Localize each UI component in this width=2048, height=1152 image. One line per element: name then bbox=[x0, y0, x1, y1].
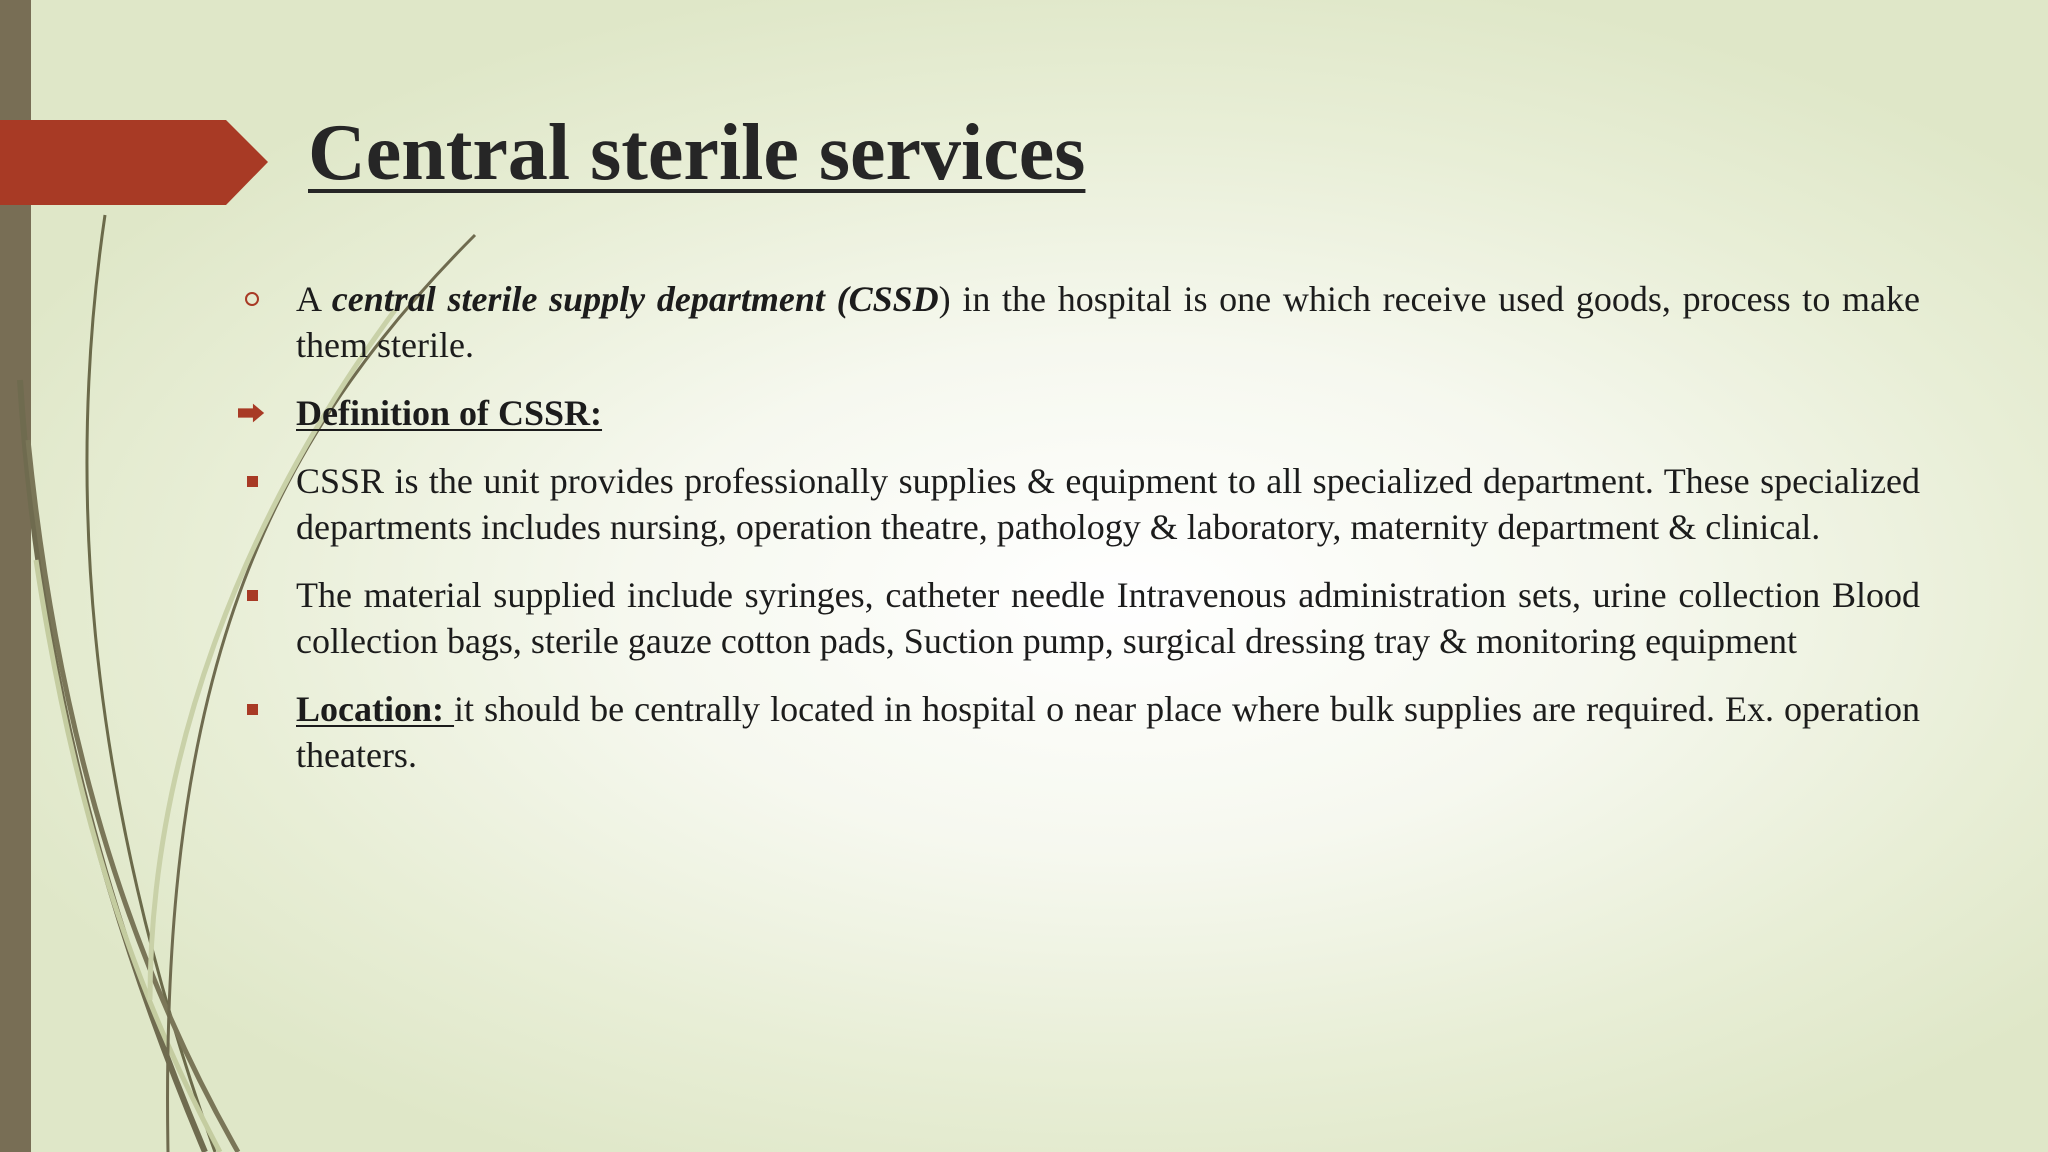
item-prefix: A bbox=[296, 279, 332, 319]
bullet-item-cssd bbox=[232, 276, 1920, 368]
item-text: The material supplied include syringes, catheter needle Intravenous administration sets, urine collection Blood collection bags, sterile gauze cotton pads, Suction pump, surgical dressing tray & monitoring equipment bbox=[296, 575, 1920, 661]
square-bullet-icon bbox=[238, 572, 266, 618]
definition-heading: Definition of CSSR: bbox=[296, 393, 603, 433]
bullet-item-materials bbox=[232, 572, 1920, 664]
slide-title: Central sterile services bbox=[308, 109, 1086, 197]
square-bullet-icon bbox=[238, 458, 266, 504]
hollow-circle-bullet-icon bbox=[238, 276, 266, 322]
location-label: Location: bbox=[296, 689, 455, 729]
bullet-item-definition bbox=[232, 390, 1920, 436]
slide-content bbox=[232, 276, 1920, 800]
title-arrow-banner bbox=[0, 120, 268, 205]
item-emphasis: central sterile supply department (CSSD bbox=[331, 279, 939, 319]
item-text: CSSR is the unit provides professionally supplies & equipment to all specialized department. These specialized departments includes nursing, operation theatre, pathology & laboratory, maternity department & clinical. bbox=[296, 461, 1920, 547]
arrow-bullet-icon bbox=[238, 390, 266, 436]
square-bullet-icon bbox=[238, 686, 266, 732]
item-text: ) in the hospital is one which receive used goods, process to make them sterile. bbox=[296, 279, 1920, 365]
bullet-item-location bbox=[232, 686, 1920, 778]
bullet-item-cssr-unit bbox=[232, 458, 1920, 550]
item-text: it should be centrally located in hospital o near place where bulk supplies are required. Ex. operation theaters. bbox=[296, 689, 1920, 775]
